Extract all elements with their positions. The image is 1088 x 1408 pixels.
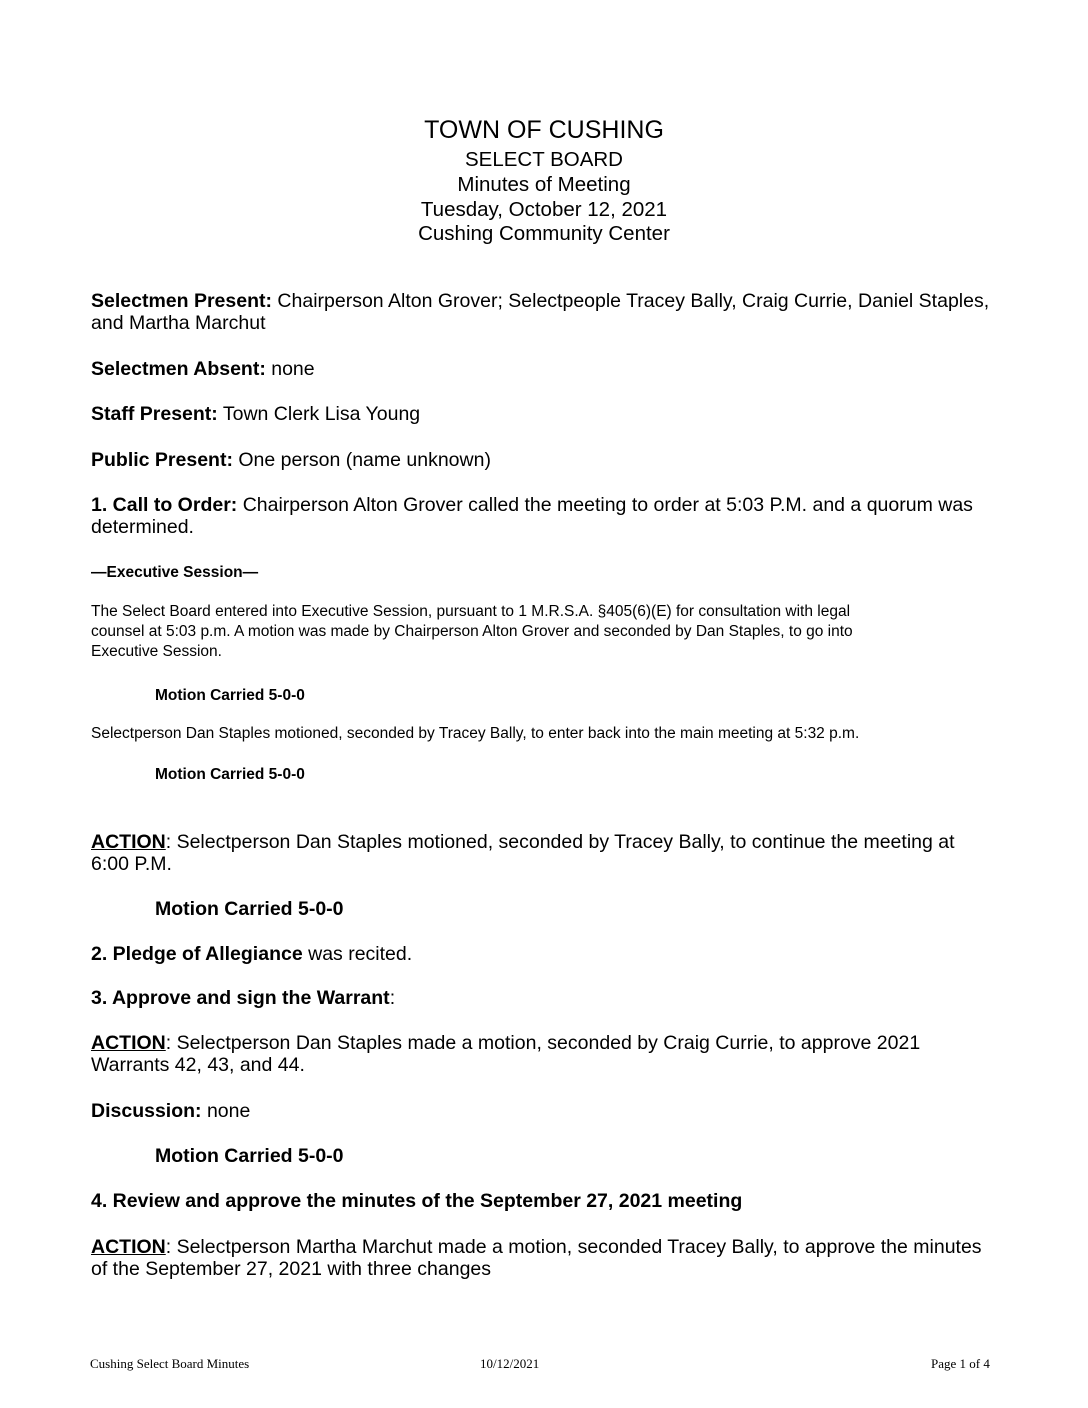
present-line1: Chairperson Alton Grover; Selectpeople Tracey Bally, Craig Currie, Daniel Staples, bbox=[272, 290, 990, 312]
footer-title: Cushing Select Board Minutes bbox=[90, 1356, 250, 1371]
present-label: Selectmen Present: bbox=[91, 290, 272, 312]
pledge-text: was recited. bbox=[302, 943, 413, 965]
call-to-order-line2: determined. bbox=[91, 516, 194, 538]
public-value: One person (name unknown) bbox=[232, 449, 491, 471]
call-to-order-label: 1. Call to Order: bbox=[91, 494, 238, 516]
motion-carried-4 bbox=[155, 1145, 1075, 1167]
executive-session-heading bbox=[91, 563, 1011, 583]
pledge-label: 2. Pledge of Allegiance bbox=[91, 943, 303, 965]
call-to-order bbox=[91, 494, 1011, 538]
staff-present bbox=[91, 403, 1011, 425]
call-to-order-line1: Chairperson Alton Grover called the meeting to order at 5:03 P.M. and a quorum was bbox=[237, 494, 973, 516]
minutes-review-action bbox=[91, 1236, 1011, 1280]
warrant-action bbox=[91, 1032, 1011, 1076]
motion-carried-3 bbox=[155, 898, 1075, 920]
motion-carried-1 bbox=[155, 686, 1075, 706]
public-label: Public Present: bbox=[91, 449, 233, 471]
minutes-review-heading-text: 4. Review and approve the minutes of the September 27, 2021 meeting bbox=[91, 1190, 743, 1212]
pledge-of-allegiance bbox=[91, 943, 1011, 965]
footer-page-number: Page 1 of 4 bbox=[931, 1356, 990, 1371]
executive-session-paragraph bbox=[91, 602, 1011, 662]
resume-meeting: Selectperson Dan Staples motioned, seconded by Tracey Bally, to enter back into the main meeting at 5:32 p.m. bbox=[91, 725, 860, 742]
minutes-line1: : Selectperson Martha Marchut made a motion, seconded Tracey Bally, to approve the minutes bbox=[165, 1236, 982, 1258]
selectmen-present bbox=[91, 290, 1011, 334]
minutes-review-heading bbox=[91, 1190, 1011, 1212]
warrant-heading bbox=[91, 987, 1011, 1009]
motion-carried-4-text: Motion Carried 5-0-0 bbox=[155, 1145, 344, 1167]
discussion-value: none bbox=[201, 1100, 251, 1122]
meeting-date: Tuesday, October 12, 2021 bbox=[420, 198, 668, 221]
action-label: ACTION bbox=[91, 831, 166, 853]
present-line2: and Martha Marchut bbox=[91, 312, 266, 334]
public-present bbox=[91, 449, 1011, 471]
warrant-line2: Warrants 42, 43, and 44. bbox=[91, 1054, 305, 1076]
document-type: Minutes of Meeting bbox=[457, 173, 631, 196]
executive-session-heading-text: —Executive Session— bbox=[91, 564, 259, 581]
staff-label: Staff Present: bbox=[91, 403, 218, 425]
warrant-action-label: ACTION bbox=[91, 1032, 166, 1054]
motion-carried-2 bbox=[155, 765, 1075, 785]
motion-carried-1-text: Motion Carried 5-0-0 bbox=[155, 687, 305, 704]
executive-line1: The Select Board entered into Executive Session, pursuant to 1 M.R.S.A. §405(6)(E) for consultation with legal bbox=[91, 603, 851, 620]
continue-action bbox=[91, 831, 1011, 875]
warrant-line1: : Selectperson Dan Staples made a motion, seconded by Craig Currie, to approve 2021 bbox=[165, 1032, 921, 1054]
footer-date: 10/12/2021 bbox=[480, 1356, 540, 1371]
motion-carried-2-text: Motion Carried 5-0-0 bbox=[155, 766, 305, 783]
board-name: SELECT BOARD bbox=[465, 148, 623, 171]
selectmen-absent bbox=[91, 358, 1011, 380]
continue-line2: 6:00 P.M. bbox=[91, 853, 172, 875]
continue-line1: : Selectperson Dan Staples motioned, seconded by Tracey Bally, to continue the meeting at bbox=[165, 831, 955, 853]
staff-value: Town Clerk Lisa Young bbox=[217, 403, 421, 425]
absent-value: none bbox=[265, 358, 315, 380]
meeting-location: Cushing Community Center bbox=[418, 222, 670, 245]
warrant-heading-text: 3. Approve and sign the Warrant bbox=[91, 987, 390, 1009]
executive-line3: Executive Session. bbox=[91, 643, 222, 660]
warrant-discussion bbox=[91, 1100, 1011, 1122]
warrant-heading-colon: : bbox=[389, 987, 396, 1009]
town-title: TOWN OF CUSHING bbox=[424, 116, 664, 144]
absent-label: Selectmen Absent: bbox=[91, 358, 266, 380]
discussion-label: Discussion: bbox=[91, 1100, 202, 1122]
executive-line2: counsel at 5:03 p.m. A motion was made by Chairperson Alton Grover and seconded by Dan Staples, to go into bbox=[91, 623, 853, 640]
minutes-line2: of the September 27, 2021 with three changes bbox=[91, 1258, 492, 1280]
motion-carried-3-text: Motion Carried 5-0-0 bbox=[155, 898, 344, 920]
minutes-action-label: ACTION bbox=[91, 1236, 166, 1258]
